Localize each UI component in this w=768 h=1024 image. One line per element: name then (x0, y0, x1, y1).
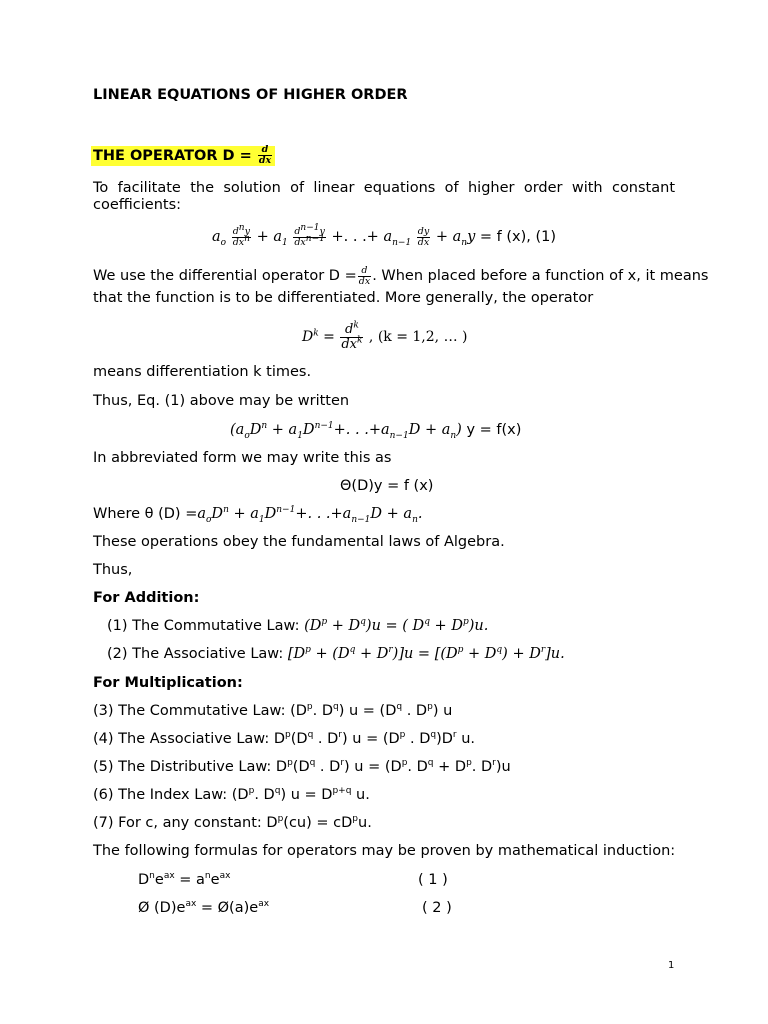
where-line: Where θ $(D) =a_oD^n + a_1D^{n-1}+$. . $.+a_{n-1}D + a_n$. (93, 505, 423, 525)
operator-usage-line-2: that the function is to be differentiated. More generally, the operator (93, 290, 594, 306)
laws-line: These operations obey the fundamental laws of Algebra. (93, 534, 505, 550)
thus-2: Thus, (93, 562, 133, 578)
operator-usage-line-1: We use the differential operator D = $\frac{d}{dx}$ . When placed before a function of x, it means (93, 264, 709, 287)
formula-1: $D^ne^{ax} = a^ne^{ax}$ (138, 871, 231, 888)
mult-associative-law: (4) The Associative Law: $D^p(D^q$ . $D^r$) $u = (D^p$ . $D^q)D^r$ u. (93, 730, 476, 747)
theta-equation: Θ(D)y = f (x) (340, 478, 434, 494)
operator-heading: THE OPERATOR D = $\frac{d}{dx}$ (91, 145, 275, 166)
multiplication-heading: For Multiplication: (93, 675, 243, 691)
operator-equation: ($a_oD^n + a_1D^{n-1}+$. . $.+a_{n-1}D + a_n$) y = f(x) (230, 421, 522, 441)
intro-line-1: To facilitate the solution of linear equations of higher order with constant (93, 180, 675, 196)
addition-associative-math: $[D^p + (D^q + D^r)]u = [(D^p + D^q) + D^r]u$. (287, 645, 565, 662)
mult-constant-law: (7) For c, any constant: $D^p(cu) = cD^pu$. (93, 814, 372, 831)
formula-2: Ø $(D)e^{ax}$ = $Ø(a)e^{ax}$ (138, 899, 270, 916)
formulas-line: The following formulas for operators may be proven by mathematical induction: (93, 843, 676, 859)
thus-line: Thus, Eq. (1) above may be written (93, 393, 350, 409)
abbrev-line: In abbreviated form we may write this as (93, 450, 392, 466)
addition-associative-law: (2) The Associative Law: $[D^p + (D^q + D^r)]u = [(D^p + D^q) + D^r]u$. (107, 645, 565, 662)
addition-commutative-law: (1) The Commutative Law: $(D^p + D^q)u$ = ( $D^q + D^p)u$. (107, 617, 489, 634)
formula-2-number: ( 2 ) (422, 900, 452, 916)
equation-1: $a_o$ $\frac{d^ny}{dx^n}$ + $a_1$ $\frac{d^{n-1}y}{dx^{n-1}}$ +. . .+ $a_{n-1}$ $\frac{dy}{dx}$ + $a_ny = f$ (x), (1) (212, 222, 557, 248)
mult-index-law: (6) The Index Law: ($D^p$. $D^q$) $u = D^{p+q}$ u. (93, 786, 370, 803)
intro-line-2: coefficients: (93, 197, 182, 213)
addition-commutative-math: $(D^p + D^q)u$ = ( $D^q + D^p)u$. (304, 617, 489, 634)
mult-commutative-law: (3) The Commutative Law: ($D^p$. $D^q$) $u = (D^q$ . $D^p$) u (93, 702, 453, 719)
addition-heading: For Addition: (93, 590, 200, 606)
formula-1-number: ( 1 ) (418, 872, 448, 888)
page-number: 1 (668, 960, 675, 971)
document-title: LINEAR EQUATIONS OF HIGHER ORDER (93, 87, 408, 103)
means-line: means differentiation k times. (93, 364, 312, 380)
dk-definition: $D^k$ = $\frac{d^k}{dx^k}$ , (k = 1,2, … ) (302, 320, 468, 352)
mult-distributive-law: (5) The Distributive Law: $D^p(D^q$ . $D^r$) $u = (D^p$. $D^q + D^p$. $D^r)u$ (93, 758, 511, 775)
